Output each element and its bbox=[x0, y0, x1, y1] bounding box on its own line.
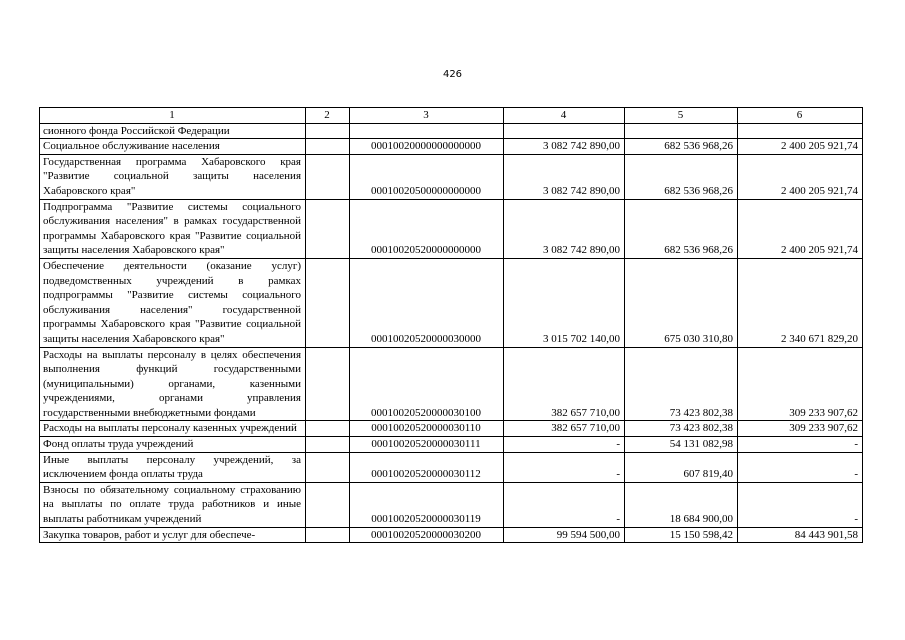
row-value-col6-cell: - bbox=[738, 452, 863, 482]
row-col2-cell bbox=[306, 452, 350, 482]
row-code-cell: 00010020520000030111 bbox=[350, 437, 504, 453]
row-col2-cell bbox=[306, 199, 350, 258]
column-header: 5 bbox=[625, 108, 738, 124]
row-value-col6-cell bbox=[738, 123, 863, 139]
row-value-col6-cell: 309 233 907,62 bbox=[738, 347, 863, 421]
row-col2-cell bbox=[306, 123, 350, 139]
row-value-col5-cell: 15 150 598,42 bbox=[625, 527, 738, 543]
row-name-cell: Подпрограмма "Развитие системы социального обслуживания населения" в рамках государственной программы Хабаровского края "Развитие социальной защиты населения Хабаровского края" bbox=[40, 199, 306, 258]
row-name-cell: Расходы на выплаты персоналу казенных учреждений bbox=[40, 421, 306, 437]
row-name-cell: Фонд оплаты труда учреждений bbox=[40, 437, 306, 453]
column-header: 2 bbox=[306, 108, 350, 124]
row-col2-cell bbox=[306, 421, 350, 437]
row-value-col6-cell: - bbox=[738, 437, 863, 453]
row-value-col4-cell: 3 082 742 890,00 bbox=[504, 139, 625, 155]
row-value-col6-cell: 309 233 907,62 bbox=[738, 421, 863, 437]
row-code-cell: 00010020520000030119 bbox=[350, 482, 504, 527]
table-row bbox=[40, 258, 863, 347]
row-value-col5-cell: 54 131 082,98 bbox=[625, 437, 738, 453]
table-row bbox=[40, 139, 863, 155]
row-name-cell: Закупка товаров, работ и услуг для обеспече- bbox=[40, 527, 306, 543]
row-value-col5-cell: 682 536 968,26 bbox=[625, 154, 738, 199]
table-row bbox=[40, 347, 863, 421]
row-value-col5-cell bbox=[625, 123, 738, 139]
table-row bbox=[40, 421, 863, 437]
row-value-col4-cell: - bbox=[504, 437, 625, 453]
row-value-col6-cell: 2 340 671 829,20 bbox=[738, 258, 863, 347]
row-col2-cell bbox=[306, 347, 350, 421]
row-code-cell bbox=[350, 123, 504, 139]
column-header: 6 bbox=[738, 108, 863, 124]
row-value-col6-cell: 2 400 205 921,74 bbox=[738, 154, 863, 199]
row-value-col4-cell: 382 657 710,00 bbox=[504, 347, 625, 421]
row-value-col5-cell: 18 684 900,00 bbox=[625, 482, 738, 527]
row-code-cell: 00010020520000030110 bbox=[350, 421, 504, 437]
row-value-col6-cell: - bbox=[738, 482, 863, 527]
row-value-col5-cell: 682 536 968,26 bbox=[625, 199, 738, 258]
row-col2-cell bbox=[306, 154, 350, 199]
row-col2-cell bbox=[306, 527, 350, 543]
row-name-cell: Расходы на выплаты персоналу в целях обеспечения выполнения функций государственными (муниципальными) органами, казенными учреждениями, органами управления государственными внебюджетными фондами bbox=[40, 347, 306, 421]
table-row bbox=[40, 123, 863, 139]
table-row bbox=[40, 452, 863, 482]
row-value-col5-cell: 675 030 310,80 bbox=[625, 258, 738, 347]
row-value-col5-cell: 73 423 802,38 bbox=[625, 347, 738, 421]
table-row bbox=[40, 437, 863, 453]
row-col2-cell bbox=[306, 437, 350, 453]
row-col2-cell bbox=[306, 139, 350, 155]
table-body bbox=[40, 108, 863, 543]
column-header: 4 bbox=[504, 108, 625, 124]
row-value-col4-cell: 382 657 710,00 bbox=[504, 421, 625, 437]
row-name-cell: Иные выплаты персоналу учреждений, за исключением фонда оплаты труда bbox=[40, 452, 306, 482]
row-code-cell: 00010020520000030200 bbox=[350, 527, 504, 543]
row-value-col5-cell: 73 423 802,38 bbox=[625, 421, 738, 437]
column-header: 1 bbox=[40, 108, 306, 124]
table-row bbox=[40, 199, 863, 258]
row-value-col5-cell: 607 819,40 bbox=[625, 452, 738, 482]
row-name-cell: Взносы по обязательному социальному страхованию на выплаты по оплате труда работников и иные выплаты работникам учреждений bbox=[40, 482, 306, 527]
row-code-cell: 00010020520000030112 bbox=[350, 452, 504, 482]
row-value-col6-cell: 2 400 205 921,74 bbox=[738, 139, 863, 155]
row-value-col4-cell: 3 082 742 890,00 bbox=[504, 154, 625, 199]
row-name-cell: Государственная программа Хабаровского края "Развитие социальной защиты населения Хабаровского края" bbox=[40, 154, 306, 199]
budget-table bbox=[39, 107, 863, 543]
row-code-cell: 00010020520000000000 bbox=[350, 199, 504, 258]
row-value-col4-cell: 99 594 500,00 bbox=[504, 527, 625, 543]
row-code-cell: 00010020520000030000 bbox=[350, 258, 504, 347]
header-row bbox=[40, 108, 863, 124]
row-value-col4-cell: - bbox=[504, 482, 625, 527]
row-code-cell: 00010020520000030100 bbox=[350, 347, 504, 421]
column-header: 3 bbox=[350, 108, 504, 124]
row-code-cell: 00010020000000000000 bbox=[350, 139, 504, 155]
page-number: 426 bbox=[442, 69, 463, 80]
row-value-col4-cell bbox=[504, 123, 625, 139]
table-row bbox=[40, 527, 863, 543]
row-value-col4-cell: - bbox=[504, 452, 625, 482]
row-name-cell: Обеспечение деятельности (оказание услуг) подведомственных учреждений в рамках подпрограммы "Развитие системы социального обслуживания населения" государственной программы Хабаровского края "Развитие социальной защиты населения Хабаровского края" bbox=[40, 258, 306, 347]
row-value-col5-cell: 682 536 968,26 bbox=[625, 139, 738, 155]
row-col2-cell bbox=[306, 258, 350, 347]
row-value-col4-cell: 3 082 742 890,00 bbox=[504, 199, 625, 258]
row-name-cell: Социальное обслуживание населения bbox=[40, 139, 306, 155]
table-row bbox=[40, 154, 863, 199]
row-name-cell: сионного фонда Российской Федерации bbox=[40, 123, 306, 139]
row-code-cell: 00010020500000000000 bbox=[350, 154, 504, 199]
row-value-col6-cell: 2 400 205 921,74 bbox=[738, 199, 863, 258]
row-col2-cell bbox=[306, 482, 350, 527]
row-value-col6-cell: 84 443 901,58 bbox=[738, 527, 863, 543]
table-row bbox=[40, 482, 863, 527]
row-value-col4-cell: 3 015 702 140,00 bbox=[504, 258, 625, 347]
